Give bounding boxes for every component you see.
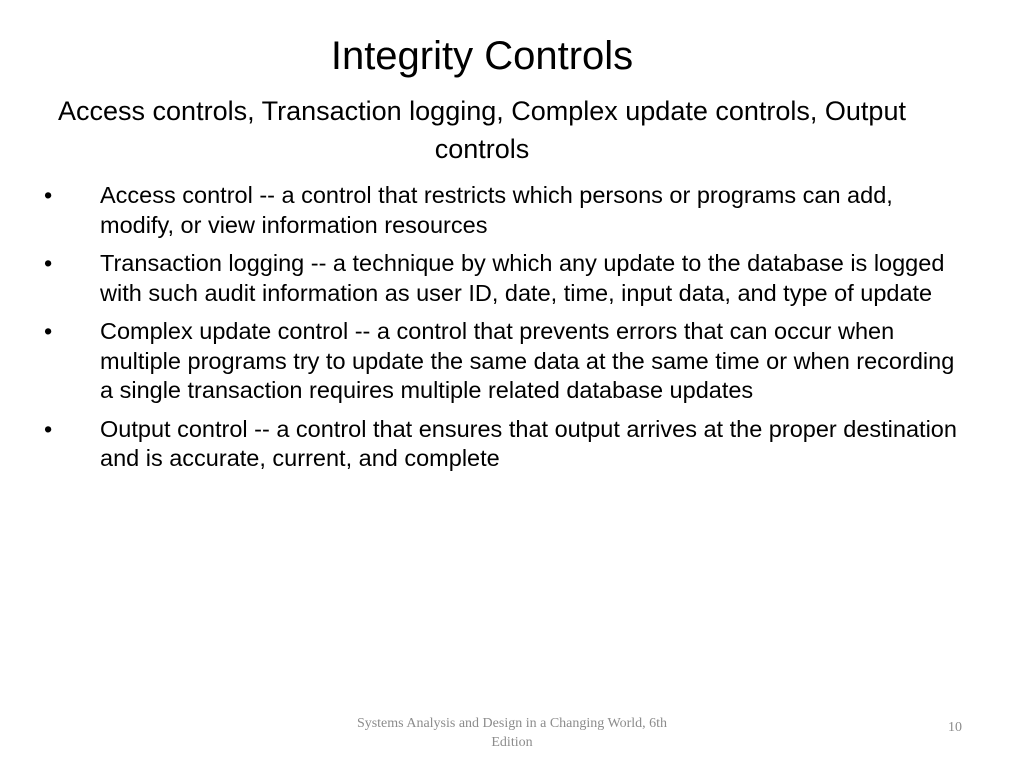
bullet-text: Access control -- a control that restricts which persons or programs can add, modify, or view information resources [100, 182, 893, 238]
bullet-item-complex-update-control [42, 317, 962, 406]
bullet-text: Transaction logging -- a technique by which any update to the database is logged with such audit information as user ID, date, time, input data, and type of update [100, 250, 945, 306]
slide-title: Integrity Controls [330, 34, 634, 78]
bullet-icon: • [44, 318, 53, 344]
slide-subtitle: Access controls, Transaction logging, Complex update controls, Output controls [58, 96, 906, 164]
bullet-item-transaction-logging [42, 249, 962, 308]
bullet-icon: • [44, 250, 53, 276]
bullet-item-output-control [42, 415, 962, 474]
bullet-item-access-control [42, 181, 962, 240]
slide-footer: Systems Analysis and Design in a Changing World, 6th Edition [356, 716, 668, 750]
bullet-text: Complex update control -- a control that prevents errors that can occur when multiple programs try to update the same data at the same time or when recording a single transaction requires multiple related database updates [100, 318, 955, 403]
page-number: 10 [948, 720, 962, 735]
bullet-list [42, 181, 962, 483]
bullet-icon: • [44, 415, 53, 442]
bullet-text: Output control -- a control that ensures that output arrives at the proper destination and is accurate, current, and complete [100, 415, 957, 471]
bullet-icon: • [44, 182, 53, 208]
